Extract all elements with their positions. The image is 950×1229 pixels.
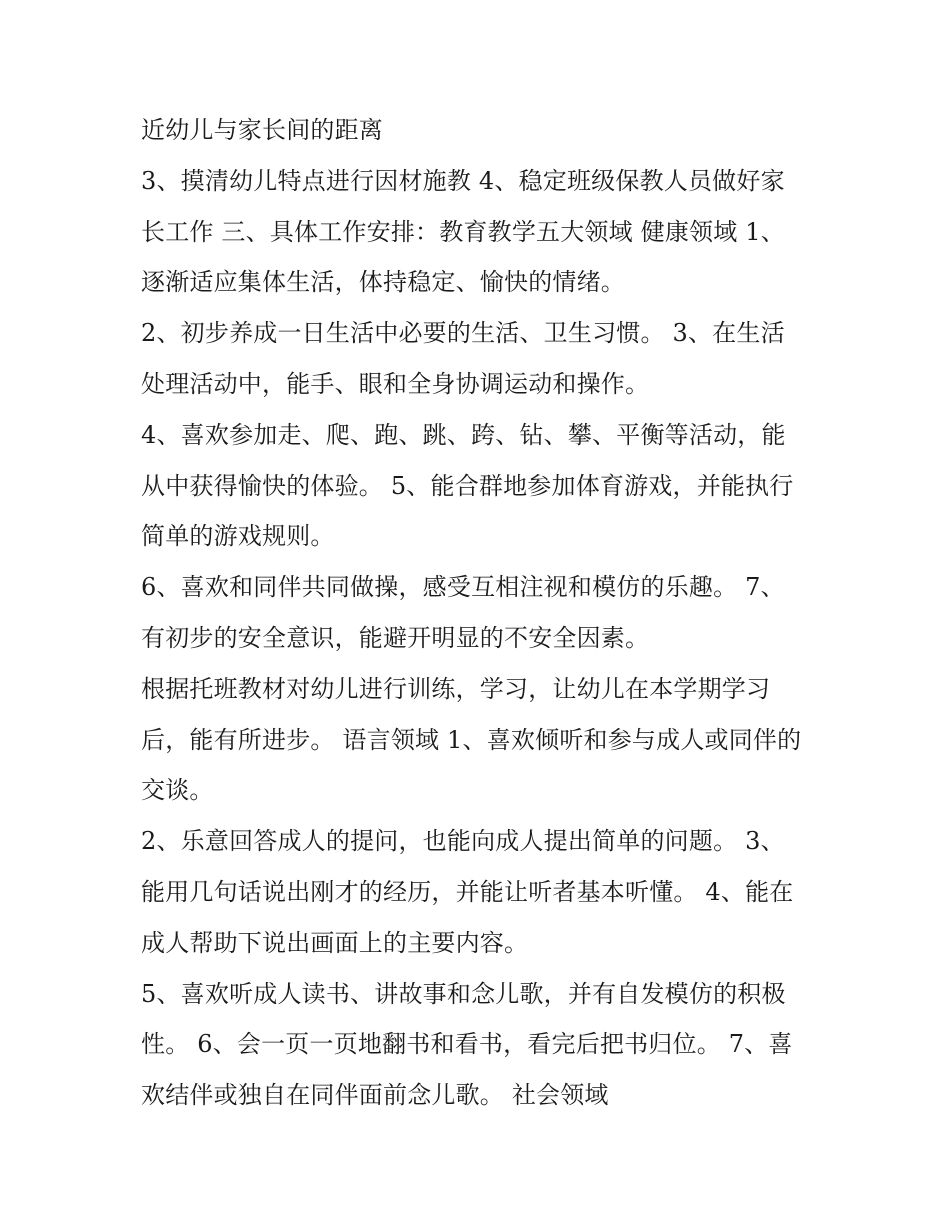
text-line: 5、喜欢听成人读书、讲故事和念儿歌，并有自发模仿的积极 xyxy=(141,979,786,1008)
text-line: 性。 6、会一页一页地翻书和看书，看完后把书归位。 7、喜 xyxy=(141,1030,793,1059)
text-line: 逐渐适应集体生活，体持稳定、愉快的情绪。 xyxy=(141,268,625,297)
text-line: 欢结伴或独自在同伴面前念儿歌。 社会领域 xyxy=(141,1081,609,1110)
text-line: 6、喜欢和同伴共同做操，感受互相注视和模仿的乐趣。 7、 xyxy=(141,573,785,602)
text-line: 4、喜欢参加走、爬、跑、跳、跨、钻、攀、平衡等活动，能 xyxy=(141,420,786,449)
text-line: 交谈。 xyxy=(141,776,214,805)
text-line: 2、乐意回答成人的提问，也能向成人提出简单的问题。 3、 xyxy=(141,827,785,856)
text-line: 简单的游戏规则。 xyxy=(141,522,335,551)
text-line: 后，能有所进步。 语言领域 1、喜欢倾听和参与成人或同伴的 xyxy=(141,725,802,754)
document-body xyxy=(141,105,821,1121)
text-line: 能用几句话说出刚才的经历，并能让听者基本听懂。 4、能在 xyxy=(141,877,794,906)
text-line: 3、摸清幼儿特点进行因材施教 4、稳定班级保教人员做好家 xyxy=(141,166,785,195)
text-line: 根据托班教材对幼儿进行训练，学习，让幼儿在本学期学习 xyxy=(141,674,771,703)
text-line: 处理活动中，能手、眼和全身协调运动和操作。 xyxy=(141,369,650,398)
text-line: 2、初步养成一日生活中必要的生活、卫生习惯。 3、在生活 xyxy=(141,319,785,348)
text-line: 从中获得愉快的体验。 5、能合群地参加体育游戏，并能执行 xyxy=(141,471,794,500)
text-line: 近幼儿与家长间的距离 xyxy=(141,116,383,144)
text-line: 有初步的安全意识，能避开明显的不安全因素。 xyxy=(141,623,650,652)
text-line: 长工作 三、具体工作安排：教育教学五大领域 健康领域 1、 xyxy=(141,217,785,246)
text-line: 成人帮助下说出画面上的主要内容。 xyxy=(141,928,529,957)
